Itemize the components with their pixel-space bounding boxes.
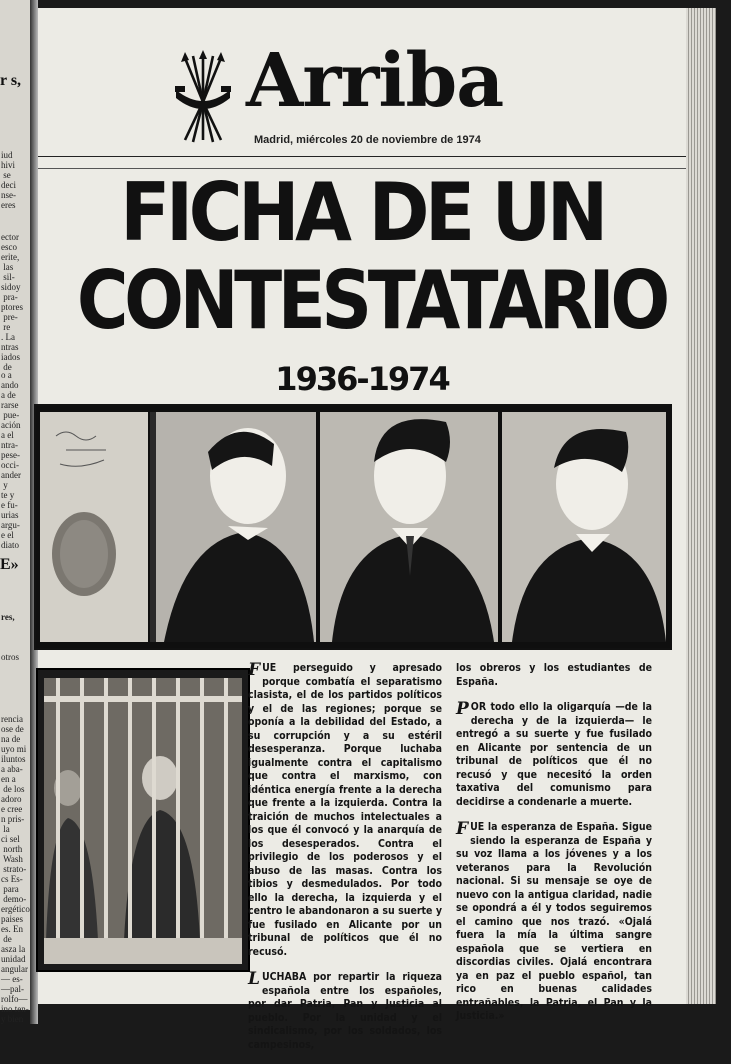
article-column-2 bbox=[456, 662, 652, 1036]
facing-page-fragment-top: r s, bbox=[0, 72, 22, 89]
stacked-page-edges bbox=[686, 8, 716, 1004]
drop-cap-5: F bbox=[456, 819, 469, 839]
facing-page-fragment-res: res, bbox=[1, 612, 15, 622]
drop-cap-2: L bbox=[248, 969, 260, 989]
article-paragraph-1: FUE perseguido y apresado porque combatía el separatismo clasista, el de los partidos políticos y el de las regiones; porque se oponía a la debilidad del Estado, a su corrupción y a su estéril desesperanza. Porque luchaba igualmente contra el capitalismo que contra el marxismo, con idéntica energía frente a la derecha que frente a la izquierda. Contra la traición de muchos intelectuales a los que él convocó y la anarquía de los desesperados. Contra el privilegio de los poderosos y el abuso de las masas. Contra los tibios y desmedulados. Por todo ello la derecha, la izquierda y el centro le abandonaron a su suerte y fue fusilado en Alicante por un tribunal de políticos que él no recusó. bbox=[248, 660, 442, 958]
drop-cap-4: P bbox=[456, 699, 469, 719]
newspaper-page bbox=[38, 8, 686, 1051]
yoke-and-arrows-emblem bbox=[173, 50, 233, 145]
article-paragraph-2: LUCHABA por repartir la riqueza española entre los españoles, por dar Patria, Pan y Justicia al pueblo. Por la unidad y el sindicalismo, por los soldados, los campesinos, bbox=[248, 969, 442, 1051]
article-paragraph-4: POR todo ello la oligarquía —de la derecha y de la izquierda— le entregó a su suerte y fue fusilado en Alicante por sentencia de un tribunal de políticos que él no recusó y que necesitó la orden taxativa del comunismo para decidirse a condenarle a muerte. bbox=[456, 699, 652, 808]
facing-page-fragment-mid: E» bbox=[0, 556, 19, 573]
article-paragraph-5: FUE la esperanza de España. Sigue siendo la esperanza de España y su voz llama a los jóvenes y a los veteranos para la Revolución nacional. Si su mensaje se oye de nuevo con la antigua claridad, nadie se opondrá a él y todos seguiremos el camino que nos trazó. «Ojalá fuera la mía la última sangre española que se vertiera en discordias civiles. Ojalá encontrara ya en paz el pueblo español, tan rico en buenas calidades entrañables, la Patria, el Pan y la Justicia.» bbox=[456, 819, 652, 1022]
article-paragraph-3: los obreros y los estudiantes de España. bbox=[456, 662, 652, 688]
dateline: Madrid, miércoles 20 de noviembre de 1974 bbox=[254, 134, 481, 146]
drop-cap-1: F bbox=[248, 660, 261, 680]
headline-line-2: CONTESTATARIO bbox=[76, 254, 666, 347]
facing-page-edge: r s, iud hivi se deci nse- eres ector esco erite, las sil- sidoy pra- ptores pre- re . La ntras iados de o a ando a de rarse pue- ación a el ntra- pese- occi- ander y te y e fu- urias argu- e el diato E» res, otros rencia ose de na de uyo mi iluntos a aba- en a de los adoro e cree n pris- la ci sel north Wash strato- cs Es- para demo- ergético paises es. En de asza la unidad angular — es- —pal- rolfo— ino ten- y bien bbox=[0, 0, 30, 1010]
masthead-rule bbox=[38, 156, 686, 157]
article-column-1 bbox=[248, 662, 442, 1064]
masthead-title: Arriba bbox=[246, 38, 504, 124]
headline-years: 1936-1974 bbox=[275, 360, 449, 398]
headline-line-1: FICHA DE UN bbox=[120, 166, 604, 259]
prison-bars-photo bbox=[36, 668, 250, 972]
mugshot-photo-strip bbox=[34, 404, 672, 650]
